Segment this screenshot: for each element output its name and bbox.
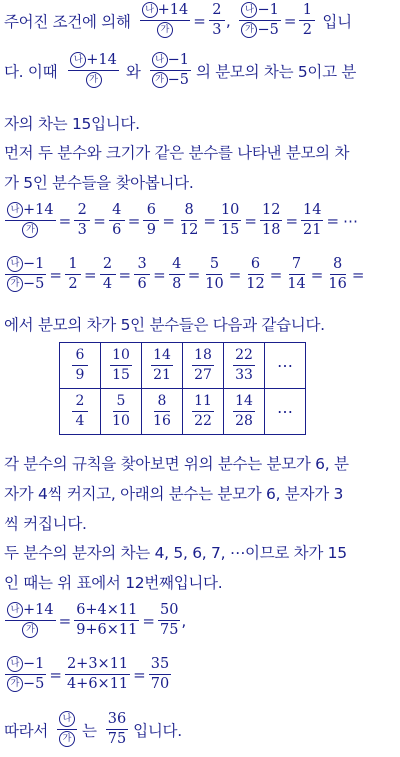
num: 36 [106, 711, 128, 730]
table-cell [183, 389, 224, 435]
num-text: +14 [157, 2, 189, 18]
table-cell-ellipsis: ⋯ [265, 389, 306, 435]
den-text: −5 [167, 72, 189, 88]
table-cell [142, 389, 183, 435]
comma: , [225, 11, 231, 30]
line-2-prefix: 다. 이때 [4, 62, 58, 81]
equals-sign: = [142, 611, 155, 630]
circle-ga: 가 [22, 222, 38, 238]
table-cell [101, 343, 142, 389]
table-row [60, 389, 306, 435]
numerator: 10 [110, 347, 132, 366]
fraction-1-2 [299, 2, 315, 39]
line-6: 에서 분모의 차가 5인 분수들은 다음과 같습니다. [4, 316, 325, 334]
line-2 [4, 52, 356, 89]
num: 2 [209, 2, 225, 21]
den: 4+6×11 [66, 676, 129, 692]
equals-sign: = [326, 211, 340, 230]
num: 2+3×11 [65, 656, 130, 675]
numerator: 11 [192, 393, 214, 412]
equals-sign: = [351, 265, 365, 284]
numerator: 1 [65, 256, 81, 275]
numerator: 14 [301, 202, 323, 221]
circle-na: 나 [241, 2, 257, 18]
num-text: +14 [23, 602, 54, 618]
table-fraction [151, 347, 173, 384]
table-fraction [192, 347, 214, 384]
table-cell [101, 389, 142, 435]
denominator: 4 [75, 413, 85, 429]
denominator: 27 [194, 367, 212, 383]
line-5: 가 5인 분수들을 찾아봅니다. [4, 174, 194, 192]
denominator: 2 [68, 276, 78, 292]
fraction-seq1-5 [260, 202, 282, 239]
table-cell [60, 343, 101, 389]
fraction-na-minus1-over-ga-minus5 [150, 52, 191, 89]
line-1-prefix: 주어진 조건에 의해 [4, 12, 131, 31]
fraction-na-plus14-over-ga [5, 602, 56, 639]
fraction-na-plus14-over-ga [5, 202, 56, 239]
circle-ga: 가 [157, 22, 173, 38]
fraction-seq2-6 [285, 256, 307, 293]
equals-sign: = [310, 265, 324, 284]
denominator: 33 [235, 367, 253, 383]
table-cell [142, 343, 183, 389]
numerator: 14 [233, 393, 255, 412]
circle-na: 나 [7, 602, 23, 618]
num-text: −1 [23, 256, 45, 272]
equals-sign: = [285, 211, 299, 230]
ellipsis: ⋯ [343, 211, 359, 230]
equals-sign: = [153, 265, 166, 284]
num-text: +14 [23, 202, 54, 218]
circle-na: 나 [70, 52, 86, 68]
den: 9+6×11 [76, 622, 138, 638]
numerator: 3 [134, 256, 150, 275]
equivalent-fractions-row-1 [4, 202, 360, 239]
table-fraction [151, 393, 173, 430]
para2-line-1: 두 분수의 분자의 차는 4, 5, 6, 7, ⋯이므로 차가 15 [4, 544, 347, 562]
numerator: 2 [100, 256, 116, 275]
table-row [60, 343, 306, 389]
equals-sign: = [193, 11, 206, 30]
num-text: +14 [86, 52, 117, 68]
circle-na: 나 [59, 711, 75, 727]
circle-na: 나 [7, 656, 23, 672]
denominator: 15 [220, 222, 240, 238]
table-cell-ellipsis: ⋯ [265, 343, 306, 389]
circle-ga: 가 [86, 72, 102, 88]
numerator: 2 [74, 202, 90, 221]
numerator: 8 [154, 393, 170, 412]
fraction-table [59, 342, 306, 435]
fraction-na-minus1-over-ga-minus5 [239, 2, 280, 39]
para2-line-2: 인 때는 위 표에서 12번째입니다. [4, 574, 223, 592]
line-4: 먼저 두 분수와 크기가 같은 분수를 나타낸 분모의 차 [4, 144, 350, 162]
denominator: 21 [153, 367, 171, 383]
num-text: −1 [167, 52, 189, 68]
equals-sign: = [58, 211, 72, 230]
denominator: 9 [146, 222, 156, 238]
circle-na: 나 [152, 52, 168, 68]
para1-line-2: 자가 4씩 커지고, 아래의 분수는 분모가 6, 분자가 3 [4, 485, 344, 503]
denominator: 3 [77, 222, 87, 238]
circle-ga: 가 [241, 22, 257, 38]
fraction-na-plus14-over-ga [68, 52, 119, 89]
line-1-suffix: 입니 [322, 12, 352, 31]
numerator: 8 [330, 256, 346, 275]
numerator: 7 [289, 256, 305, 275]
num-text: −1 [257, 2, 279, 18]
fraction-seq2-7 [326, 256, 348, 293]
para1-line-1: 각 분수의 규칙을 찾아보면 위의 분수는 분모가 6, 분 [4, 455, 349, 473]
denominator: 28 [235, 413, 253, 429]
final-prefix: 따라서 [4, 721, 49, 740]
numerator: 14 [151, 347, 173, 366]
den: 75 [107, 731, 127, 747]
denominator: 8 [172, 276, 182, 292]
denominator: 16 [153, 413, 171, 429]
denominator: 10 [112, 413, 130, 429]
table-cell [60, 389, 101, 435]
circle-ga: 가 [7, 676, 23, 692]
equals-sign: = [244, 211, 257, 230]
table-fraction [72, 347, 88, 384]
fraction-calc1-mid [74, 602, 139, 639]
equals-sign: = [203, 211, 216, 230]
table-fraction [72, 393, 88, 430]
numerator: 4 [169, 256, 185, 275]
equivalent-fractions-row-2 [4, 256, 366, 293]
fraction-seq1-3 [178, 202, 200, 239]
denominator: 12 [179, 222, 199, 238]
circle-ga: 가 [22, 622, 38, 638]
table-fraction [192, 393, 214, 430]
numerator: 10 [219, 202, 241, 221]
fraction-na-minus1-over-ga-minus5 [5, 256, 46, 293]
table-fraction [233, 347, 255, 384]
den: 75 [159, 622, 179, 638]
den-text: −5 [23, 676, 45, 692]
final-answer [4, 711, 182, 748]
denominator: 22 [194, 413, 212, 429]
conjunction-wa: 와 [125, 62, 141, 81]
circle-na: 나 [7, 256, 23, 272]
numerator: 5 [113, 393, 129, 412]
equals-sign: = [93, 211, 106, 230]
table-cell [224, 343, 265, 389]
numerator: 8 [181, 202, 197, 221]
equals-sign: = [283, 11, 297, 30]
equals-sign: = [162, 211, 175, 230]
fraction-na-plus14-over-ga [140, 2, 191, 39]
num: 50 [158, 602, 180, 621]
circle-ga: 가 [59, 731, 75, 747]
equals-sign: = [133, 665, 146, 684]
fraction-2-3 [209, 2, 225, 39]
line-3: 자의 차는 15입니다. [4, 115, 140, 133]
equals-sign: = [49, 665, 62, 684]
comma: , [181, 611, 187, 630]
denominator: 21 [303, 222, 322, 238]
denominator: 14 [287, 276, 306, 292]
equals-sign: = [187, 265, 201, 284]
fraction-seq1-2 [143, 202, 159, 239]
equals-sign: = [58, 611, 72, 630]
table-cell [183, 343, 224, 389]
num-text: −1 [23, 656, 45, 672]
numerator: 5 [206, 256, 222, 275]
fraction-36-75 [106, 711, 128, 748]
calculation-2 [4, 656, 172, 693]
equals-sign: = [269, 265, 283, 284]
numerator: 4 [109, 202, 125, 221]
denominator: 18 [261, 222, 281, 238]
num: 35 [149, 656, 171, 675]
table-fraction [110, 347, 132, 384]
denominator: 9 [75, 367, 85, 383]
denominator: 16 [328, 276, 347, 292]
equals-sign: = [127, 211, 141, 230]
equals-sign: = [228, 265, 242, 284]
num: 1 [299, 2, 315, 21]
den-text: −5 [257, 22, 279, 38]
line-1 [4, 2, 352, 39]
equals-sign: = [49, 265, 62, 284]
fraction-seq2-0 [65, 256, 81, 293]
circle-na: 나 [7, 202, 23, 218]
den-text: −5 [23, 276, 45, 292]
final-mid: 는 [82, 721, 97, 740]
fraction-calc2-mid [65, 656, 130, 693]
table-fraction [233, 393, 255, 430]
fraction-50-75 [158, 602, 180, 639]
line-2-suffix: 의 분모의 차는 5이고 분 [195, 62, 357, 81]
equals-sign: = [118, 265, 132, 284]
circle-ga: 가 [152, 72, 168, 88]
numerator: 6 [72, 347, 88, 366]
denominator: 4 [102, 276, 113, 292]
numerator: 6 [143, 202, 159, 221]
fraction-35-70 [149, 656, 171, 693]
fraction-seq2-3 [169, 256, 185, 293]
final-suffix: 입니다. [133, 721, 182, 740]
numerator: 18 [192, 347, 214, 366]
fraction-seq2-5 [244, 256, 266, 293]
equals-sign: = [83, 265, 97, 284]
table-cell [224, 389, 265, 435]
denominator: 6 [112, 222, 122, 238]
fraction-na-minus1-over-ga-minus5 [5, 656, 46, 693]
fraction-seq1-1 [109, 202, 125, 239]
numerator: 22 [233, 347, 255, 366]
circle-na: 나 [142, 2, 158, 18]
numerator: 12 [260, 202, 282, 221]
fraction-seq2-2 [134, 256, 150, 293]
denominator: 12 [246, 276, 265, 292]
fraction-seq1-0 [74, 202, 90, 239]
circle-ga: 가 [7, 276, 23, 292]
num: 6+4×11 [74, 602, 139, 621]
den: 70 [150, 676, 170, 692]
calculation-1 [4, 602, 186, 639]
numerator: 6 [248, 256, 264, 275]
para1-line-3: 씩 커집니다. [4, 515, 87, 533]
denominator: 6 [137, 276, 147, 292]
denominator: 10 [205, 276, 224, 292]
fraction-seq1-6 [301, 202, 323, 239]
den: 3 [212, 22, 222, 38]
fraction-seq2-1 [100, 256, 116, 293]
fraction-seq1-4 [219, 202, 241, 239]
numerator: 2 [72, 393, 88, 412]
table-fraction [110, 393, 132, 430]
den: 2 [302, 22, 313, 38]
fraction-seq2-4 [203, 256, 225, 293]
fraction-na-over-ga [57, 711, 77, 748]
denominator: 15 [112, 367, 130, 383]
